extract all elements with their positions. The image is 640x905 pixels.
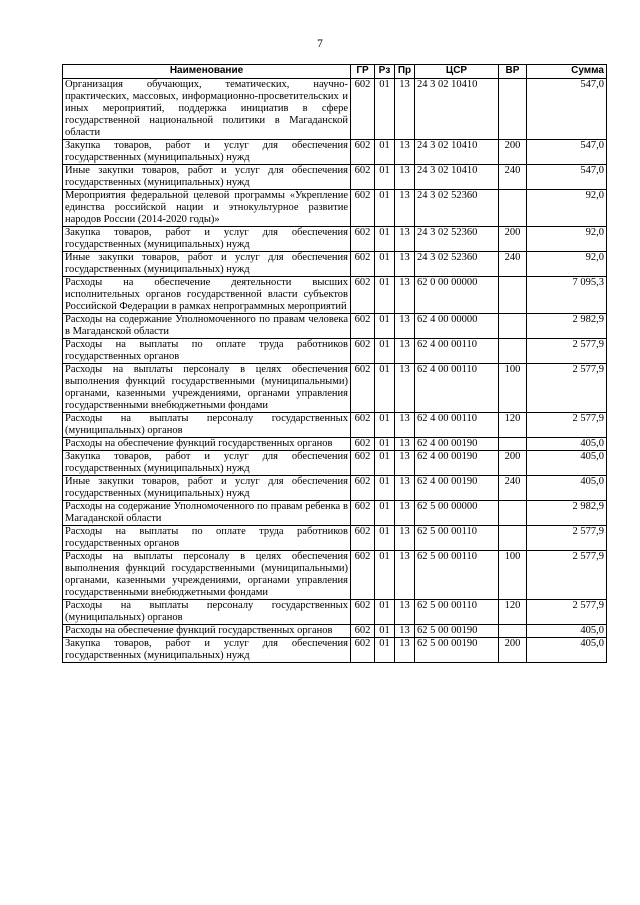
cell-vr [499,625,527,638]
cell-pr: 13 [395,339,415,364]
cell-rz: 01 [375,526,395,551]
cell-vr: 100 [499,364,527,413]
cell-gr: 602 [351,140,375,165]
cell-csr: 24 3 02 10410 [415,140,499,165]
cell-rz: 01 [375,438,395,451]
cell-name: Иные закупки товаров, работ и услуг для обеспечения государственных (муниципальных) нужд [63,476,351,501]
cell-vr: 200 [499,638,527,663]
page-number: 7 [317,38,323,50]
cell-pr: 13 [395,165,415,190]
table-row [63,451,607,476]
table-row [63,79,607,140]
cell-pr: 13 [395,501,415,526]
cell-name: Расходы на выплаты по оплате труда работников государственных органов [63,339,351,364]
cell-name: Расходы на выплаты персоналу в целях обеспечения выполнения функций государственными (муниципальными) органами, казенными учреждениями, органами управления государственными внебюджетными фондами [63,364,351,413]
cell-pr: 13 [395,526,415,551]
cell-csr: 62 5 00 00110 [415,600,499,625]
cell-gr: 602 [351,79,375,140]
cell-sum: 92,0 [527,190,607,227]
cell-name: Расходы на выплаты персоналу государственных (муниципальных) органов [63,413,351,438]
table-row [63,339,607,364]
cell-vr [499,79,527,140]
cell-vr: 100 [499,551,527,600]
cell-gr: 602 [351,277,375,314]
cell-csr: 62 0 00 00000 [415,277,499,314]
cell-vr [499,339,527,364]
table-row [63,140,607,165]
cell-sum: 2 982,9 [527,501,607,526]
table-row [63,190,607,227]
cell-name: Расходы на обеспечение функций государственных органов [63,438,351,451]
cell-sum: 405,0 [527,638,607,663]
cell-rz: 01 [375,551,395,600]
table-row [63,277,607,314]
cell-rz: 01 [375,339,395,364]
cell-name: Расходы на выплаты персоналу государственных (муниципальных) органов [63,600,351,625]
cell-csr: 24 3 02 52360 [415,190,499,227]
cell-pr: 13 [395,638,415,663]
cell-name: Расходы на выплаты персоналу в целях обеспечения выполнения функций государственными (муниципальными) органами, казенными учреждениями, органами управления государственными внебюджетными фондами [63,551,351,600]
cell-name: Иные закупки товаров, работ и услуг для обеспечения государственных (муниципальных) нужд [63,252,351,277]
cell-gr: 602 [351,364,375,413]
cell-sum: 7 095,3 [527,277,607,314]
cell-sum: 547,0 [527,165,607,190]
table-row [63,364,607,413]
table-row [63,625,607,638]
cell-rz: 01 [375,501,395,526]
cell-name: Закупка товаров, работ и услуг для обеспечения государственных (муниципальных) нужд [63,140,351,165]
cell-rz: 01 [375,413,395,438]
table-row [63,314,607,339]
cell-sum: 2 577,9 [527,600,607,625]
cell-name: Организация обучающих, тематических, научно-практических, массовых, информационно-просветительских и иных мероприятий, поддержка инициатив в сфере государственной национальной политики в Магаданской области [63,79,351,140]
cell-vr: 240 [499,476,527,501]
cell-rz: 01 [375,140,395,165]
cell-rz: 01 [375,227,395,252]
cell-sum: 405,0 [527,625,607,638]
cell-sum: 405,0 [527,476,607,501]
cell-sum: 547,0 [527,140,607,165]
cell-rz: 01 [375,364,395,413]
header-sum: Сумма [527,65,607,79]
cell-vr: 120 [499,413,527,438]
cell-name: Расходы на выплаты по оплате труда работников государственных органов [63,526,351,551]
cell-sum: 547,0 [527,79,607,140]
cell-pr: 13 [395,140,415,165]
cell-csr: 24 3 02 10410 [415,79,499,140]
cell-pr: 13 [395,314,415,339]
cell-rz: 01 [375,600,395,625]
cell-sum: 92,0 [527,252,607,277]
cell-csr: 62 4 00 00190 [415,438,499,451]
cell-csr: 62 5 00 00110 [415,526,499,551]
cell-vr: 120 [499,600,527,625]
cell-csr: 62 4 00 00190 [415,451,499,476]
cell-csr: 24 3 02 52360 [415,252,499,277]
table-row [63,600,607,625]
table-row [63,476,607,501]
cell-gr: 602 [351,551,375,600]
cell-pr: 13 [395,79,415,140]
cell-pr: 13 [395,364,415,413]
cell-vr: 200 [499,227,527,252]
budget-table [62,64,607,663]
cell-sum: 405,0 [527,451,607,476]
cell-sum: 2 577,9 [527,526,607,551]
cell-sum: 2 577,9 [527,551,607,600]
cell-vr: 240 [499,165,527,190]
cell-gr: 602 [351,476,375,501]
cell-csr: 62 4 00 00190 [415,476,499,501]
header-vr: ВР [499,65,527,79]
cell-name: Иные закупки товаров, работ и услуг для обеспечения государственных (муниципальных) нужд [63,165,351,190]
cell-vr [499,526,527,551]
cell-rz: 01 [375,625,395,638]
table-row [63,252,607,277]
cell-gr: 602 [351,600,375,625]
table-row [63,438,607,451]
cell-rz: 01 [375,190,395,227]
cell-sum: 2 577,9 [527,413,607,438]
cell-csr: 62 5 00 00190 [415,638,499,663]
header-pr: Пр [395,65,415,79]
table-row [63,638,607,663]
cell-csr: 62 5 00 00000 [415,501,499,526]
cell-name: Закупка товаров, работ и услуг для обеспечения государственных (муниципальных) нужд [63,227,351,252]
cell-gr: 602 [351,625,375,638]
cell-pr: 13 [395,413,415,438]
cell-rz: 01 [375,165,395,190]
cell-csr: 24 3 02 10410 [415,165,499,190]
cell-csr: 62 5 00 00190 [415,625,499,638]
cell-rz: 01 [375,451,395,476]
cell-vr [499,190,527,227]
table-row [63,526,607,551]
cell-gr: 602 [351,451,375,476]
cell-gr: 602 [351,638,375,663]
cell-gr: 602 [351,438,375,451]
cell-vr [499,314,527,339]
cell-csr: 62 4 00 00110 [415,339,499,364]
cell-pr: 13 [395,476,415,501]
table-row [63,551,607,600]
cell-sum: 2 577,9 [527,339,607,364]
cell-pr: 13 [395,252,415,277]
cell-rz: 01 [375,638,395,663]
header-row [63,65,607,79]
cell-vr: 240 [499,252,527,277]
cell-pr: 13 [395,227,415,252]
cell-vr [499,438,527,451]
cell-pr: 13 [395,190,415,227]
cell-gr: 602 [351,339,375,364]
table-row [63,165,607,190]
cell-csr: 62 4 00 00110 [415,413,499,438]
cell-sum: 92,0 [527,227,607,252]
cell-rz: 01 [375,314,395,339]
table-body [63,79,607,663]
cell-name: Расходы на обеспечение деятельности высших исполнительных органов государственной власти субъектов Российской Федерации в рамках непрограммных мероприятий [63,277,351,314]
cell-gr: 602 [351,165,375,190]
cell-name: Расходы на обеспечение функций государственных органов [63,625,351,638]
cell-csr: 62 5 00 00110 [415,551,499,600]
cell-pr: 13 [395,551,415,600]
cell-gr: 602 [351,190,375,227]
cell-pr: 13 [395,600,415,625]
header-name: Наименование [63,65,351,79]
table-row [63,413,607,438]
cell-sum: 405,0 [527,438,607,451]
cell-gr: 602 [351,227,375,252]
cell-name: Мероприятия федеральной целевой программы «Укрепление единства российской нации и этнокультурное развитие народов России (2014-2020 годы)» [63,190,351,227]
cell-rz: 01 [375,79,395,140]
cell-csr: 62 4 00 00000 [415,314,499,339]
cell-pr: 13 [395,277,415,314]
cell-gr: 602 [351,413,375,438]
cell-sum: 2 982,9 [527,314,607,339]
header-csr: ЦСР [415,65,499,79]
header-gr: ГР [351,65,375,79]
cell-sum: 2 577,9 [527,364,607,413]
cell-csr: 24 3 02 52360 [415,227,499,252]
table-row [63,227,607,252]
cell-rz: 01 [375,252,395,277]
cell-rz: 01 [375,277,395,314]
cell-vr [499,277,527,314]
cell-vr: 200 [499,451,527,476]
cell-vr: 200 [499,140,527,165]
cell-name: Закупка товаров, работ и услуг для обеспечения государственных (муниципальных) нужд [63,638,351,663]
cell-gr: 602 [351,314,375,339]
cell-gr: 602 [351,526,375,551]
cell-pr: 13 [395,451,415,476]
cell-name: Закупка товаров, работ и услуг для обеспечения государственных (муниципальных) нужд [63,451,351,476]
table-row [63,501,607,526]
cell-name: Расходы на содержание Уполномоченного по правам человека в Магаданской области [63,314,351,339]
header-rz: Рз [375,65,395,79]
cell-pr: 13 [395,438,415,451]
cell-pr: 13 [395,625,415,638]
cell-rz: 01 [375,476,395,501]
cell-vr [499,501,527,526]
cell-gr: 602 [351,501,375,526]
cell-csr: 62 4 00 00110 [415,364,499,413]
cell-gr: 602 [351,252,375,277]
cell-name: Расходы на содержание Уполномоченного по правам ребенка в Магаданской области [63,501,351,526]
